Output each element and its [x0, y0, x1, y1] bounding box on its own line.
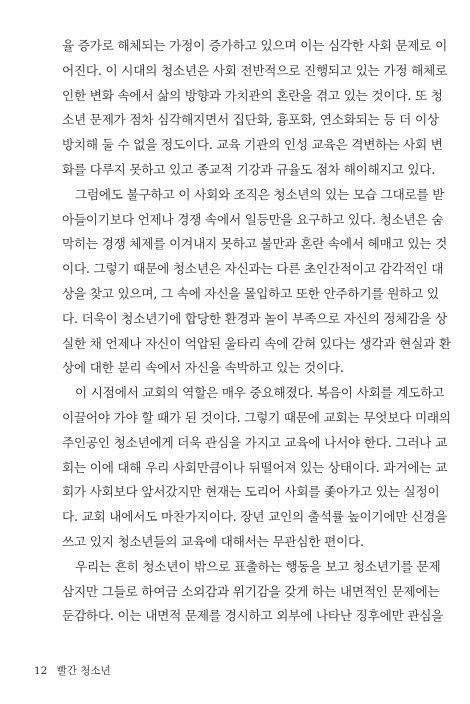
text-line: 화를 다루지 못하고 있고 종교적 기강과 규율도 점차 해이해지고 있다.	[62, 161, 436, 177]
text-line: 상에 대한 분리 속에서 자신을 속박하고 있는 것이다.	[62, 360, 344, 376]
running-title: 빨간 청소년	[56, 665, 111, 677]
text-line: 막히는 경쟁 체제를 이겨내지 못하고 불만과 혼란 속에서 헤매고 있는 것	[62, 236, 448, 252]
text-line: 둔감하다. 이는 내면적 문제를 경시하고 외부에 나타난 징후에만 관심을	[62, 608, 444, 624]
paragraph-start-line: 이 시점에서 교회의 역할은 매우 중요해졌다. 복음이 사회를 계도하고	[75, 385, 445, 401]
text-line: 아들이기보다 언제나 경쟁 속에서 일등만을 요구하고 있다. 청소년은 숨	[62, 211, 444, 227]
text-line: 이끌어야 가야 할 때가 된 것이다. 그렇기 때문에 교회는 무엇보다 미래의	[62, 409, 451, 425]
text-line: 율 증가로 해체되는 가정이 증가하고 있으며 이는 심각한 사회 문제로 이	[62, 38, 448, 53]
text-line: 어진다. 이 시대의 청소년은 사회 전반적으로 진행되고 있는 가정 해체로	[62, 62, 448, 78]
text-line: 쓰고 있지 청소년들의 교육에 대해서는 무관심한 편이다.	[62, 533, 364, 549]
text-line: 인한 변화 속에서 삶의 방향과 가치관의 혼란을 겪고 있는 것이다. 또 청	[62, 87, 443, 103]
text-line: 소년 문제가 점차 심각해지면서 집단화, 흉포화, 연소화되는 등 더 이상	[62, 112, 439, 128]
body-text	[62, 34, 451, 629]
page-footer	[34, 663, 111, 678]
text-line: 주인공인 청소년에게 더욱 관심을 가지고 교육에 나서야 한다. 그러나 교	[62, 434, 448, 450]
paragraph-start-line: 우리는 흔히 청소년이 밖으로 표출하는 행동을 보고 청소년기를 문제	[75, 558, 441, 574]
paragraph-start-line: 그럼에도 불구하고 이 사회와 조직은 청소년의 있는 모습 그대로를 받	[75, 186, 445, 202]
text-line: 상을 찾고 있으며, 그 속에 자신을 몰입하고 또한 안주하기를 원하고 있	[62, 285, 439, 301]
text-line: 회가 사회보다 앞서갔지만 현재는 도리어 사회를 좇아가고 있는 실정이	[62, 484, 440, 500]
text-line: 삼지만 그들로 하여금 소외감과 위기감을 갖게 하는 내면적인 문제에는	[62, 583, 440, 599]
text-line: 방치해 둘 수 없을 정도이다. 교육 기관의 인성 교육은 격변하는 사회 변	[62, 137, 443, 153]
text-line: 다. 교회 내에서도 마찬가지이다. 장년 교인의 출석률 높이기에만 신경을	[62, 509, 448, 525]
text-line: 회는 이에 대해 우리 사회만큼이나 뒤떨어져 있는 상태이다. 과거에는 교	[62, 459, 448, 475]
text-line: 다. 더욱이 청소년기에 합당한 환경과 놀이 부족으로 자신의 정체감을 상	[62, 310, 448, 326]
text-line: 이다. 그렇기 때문에 청소년은 자신과는 다른 초인간적이고 감각적인 대	[62, 261, 444, 277]
text-line: 실한 채 언제나 자신이 억압된 울타리 속에 갇혀 있다는 생각과 현실과 환	[62, 335, 451, 351]
page-number: 12	[34, 665, 48, 677]
